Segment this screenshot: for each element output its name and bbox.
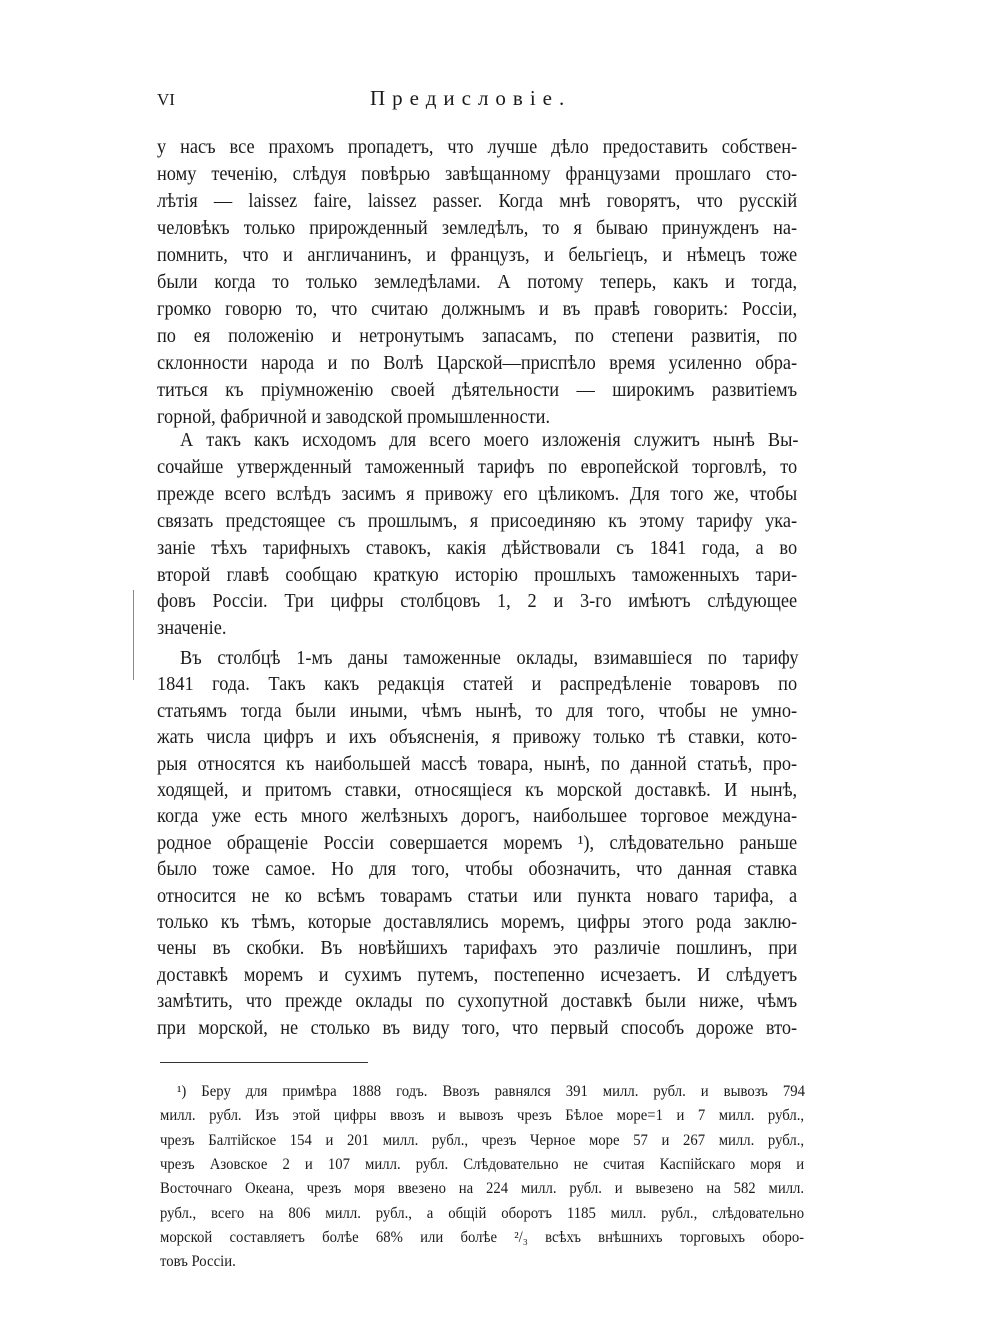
text-line: сочайше утвержденный таможенный тарифъ по европейской торговлѣ, то bbox=[157, 456, 798, 478]
text-line: ному теченію, слѣдуя повѣрью завѣщанному французами прошлаго сто- bbox=[157, 164, 798, 185]
running-title: Предисловіе. bbox=[370, 86, 572, 110]
footnote-line: чрезъ Балтійское 154 и 201 милл. рубл., чрезъ Черное море 57 и 267 милл. рубл., bbox=[160, 1131, 805, 1149]
text-line: склонности народа и по Волѣ Царской—приспѣло время усиленно обра- bbox=[157, 353, 798, 374]
text-line: заніе тѣхъ тарифныхъ ставокъ, какія дѣйствовали съ 1841 года, а во bbox=[157, 537, 798, 559]
text-line: когда уже есть много желѣзныхъ дорогъ, наибольшее торговое междуна- bbox=[157, 806, 798, 828]
text-line: горной, фабричной и заводской промышленности. bbox=[157, 407, 551, 428]
text-line: рыя относятся къ наибольшей массѣ товара, нынѣ, по данной статьѣ, про- bbox=[157, 753, 798, 775]
text-line: чены въ скобки. Въ новѣйшихъ тарифахъ это различіе пошлинъ, при bbox=[157, 938, 798, 960]
text-line: связать предстоящее съ прошлымъ, я присоединяю къ этому тарифу ука- bbox=[157, 510, 798, 532]
text-line: помнить, что и англичанинъ, и французъ, и бельгіецъ, и нѣмецъ тоже bbox=[157, 245, 798, 266]
text-line: было тоже самое. Но для того, чтобы обозначить, что данная ставка bbox=[157, 859, 798, 881]
text-line: лѣтія — laissez faire, laissez passer. Когда мнѣ говорятъ, что русскій bbox=[157, 191, 798, 212]
footnote-line: Восточнаго Океана, чрезъ моря ввезено на 224 милл. рубл. и вывезено на 582 милл. bbox=[160, 1180, 805, 1198]
text-line: у насъ все прахомъ пропадетъ, что лучше дѣло предоставить собствен- bbox=[157, 137, 798, 158]
text-line: Въ столбцѣ 1-мъ даны таможенные оклады, взимавшіеся по тарифу bbox=[180, 648, 799, 669]
footnote-rule bbox=[160, 1062, 368, 1063]
text-line: А такъ какъ исходомъ для всего моего изложенія служитъ нынѣ Вы- bbox=[180, 430, 799, 451]
footnote-line: рубл., всего на 806 милл. рубл., а общій оборотъ 1185 милл. рубл., слѣдовательно bbox=[160, 1204, 805, 1222]
text-line: по ея положенію и нетронутымъ запасамъ, по степени развитія, по bbox=[157, 326, 798, 347]
text-line: ходящей, и притомъ ставки, относящіеся къ морской доставкѣ. И нынѣ, bbox=[157, 780, 798, 801]
text-line: замѣтить, что прежде оклады по сухопутной доставкѣ были ниже, чѣмъ bbox=[157, 991, 798, 1013]
text-line: только къ тѣмъ, которые доставлялись моремъ, цифры этого рода заклю- bbox=[157, 912, 798, 933]
text-line: были когда то только земледѣлами. А потому теперь, какъ и тогда, bbox=[157, 272, 798, 293]
text-line: титься къ пріумноженію своей дѣятельности — широкимъ развитіемъ bbox=[157, 380, 798, 401]
text-line: относится не ко всѣмъ товарамъ статьи или пункта новаго тарифа, а bbox=[157, 885, 798, 907]
text-line: доставкѣ моремъ и сухимъ путемъ, постепенно исчезаетъ. И слѣдуетъ bbox=[157, 964, 798, 986]
text-line: жать числа цифръ и ихъ объясненія, я привожу только тѣ ставки, кото- bbox=[157, 727, 798, 749]
footnote-line: товъ Россіи. bbox=[160, 1253, 236, 1271]
text-line: второй главѣ сообщаю краткую исторію прошлыхъ таможенныхъ тари- bbox=[157, 564, 798, 586]
page-number: VI bbox=[157, 90, 175, 109]
footnote-line: морской составляетъ болѣе 68% или болѣе ²/₃ всѣхъ внѣшнихъ торговыхъ оборо- bbox=[160, 1228, 805, 1246]
text-line: при морской, не столько въ виду того, что первый способъ дороже вто- bbox=[157, 1017, 798, 1039]
text-line: значеніе. bbox=[157, 618, 227, 640]
footnote-line: чрезъ Азовское 2 и 107 милл. рубл. Слѣдовательно не считая Каспійскаго моря и bbox=[160, 1155, 805, 1173]
margin-pencil-mark bbox=[133, 590, 134, 680]
text-line: статьямъ тогда были иными, чѣмъ нынѣ, то для того, чтобы не умно- bbox=[157, 700, 798, 722]
text-line: прежде всего вслѣдъ засимъ я привожу его цѣликомъ. Для того же, чтобы bbox=[157, 483, 798, 505]
text-line: 1841 года. Такъ какъ редакція статей и распредѣленіе товаровъ по bbox=[157, 674, 798, 696]
text-line: громко говорю то, что считаю должнымъ и въ правѣ говорить: Россіи, bbox=[157, 299, 798, 320]
text-line: родное обращеніе Россіи совершается моремъ ¹), слѣдовательно раньше bbox=[157, 832, 798, 854]
text-line: фовъ Россіи. Три цифры столбцовъ 1, 2 и 3-го имѣютъ слѣдующее bbox=[157, 591, 798, 613]
footnote-line: ¹) Беру для примѣра 1888 годъ. Ввозъ равнялся 391 милл. рубл. и вывозъ 794 bbox=[177, 1083, 805, 1100]
text-line: человѣкъ только прирожденный земледѣлъ, то я бываю принужденъ на- bbox=[157, 218, 798, 239]
footnote-line: милл. рубл. Изъ этой цифры ввозъ и вывозъ чрезъ Бѣлое море=1 и 7 милл. рубл., bbox=[160, 1107, 805, 1125]
